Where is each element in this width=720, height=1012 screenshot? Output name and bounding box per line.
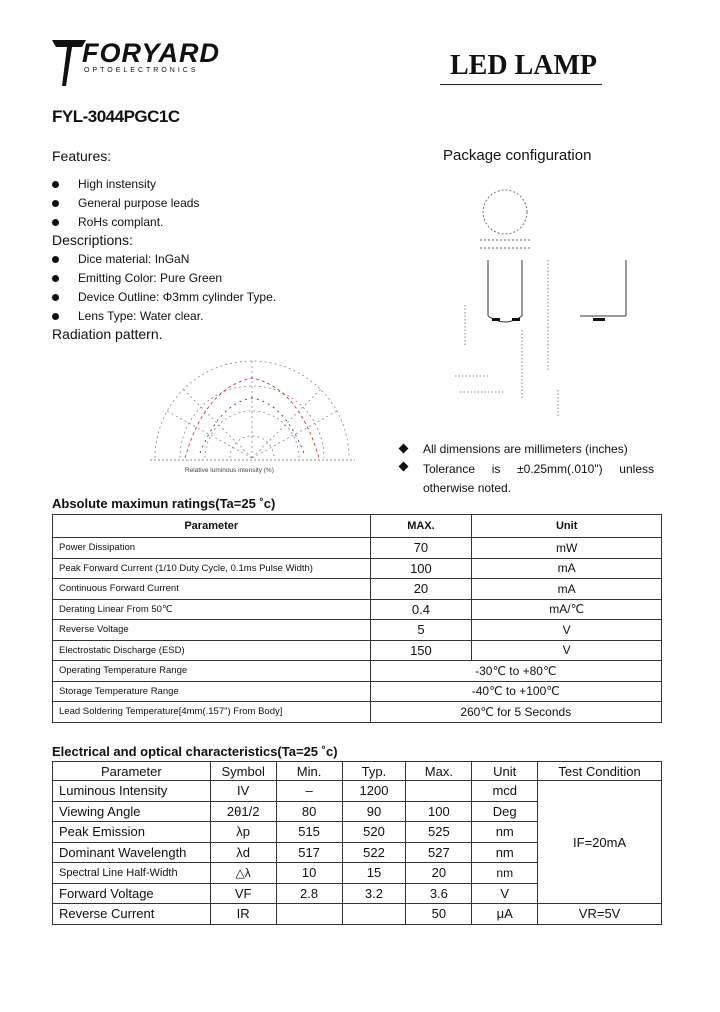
- column-header: Max.: [406, 762, 472, 781]
- table-row: Power Dissipation 70 mW: [53, 538, 662, 559]
- part-number: FYL-3044PGC1C: [52, 107, 180, 126]
- table-row: Electrostatic Discharge (ESD) 150 V: [53, 640, 662, 661]
- table-row: Luminous Intensity IV – 1200 mcd IF=20mA: [53, 781, 662, 802]
- table-row: Derating Linear From 50℃ 0.4 mA/℃: [53, 599, 662, 620]
- column-header: Parameter: [53, 515, 371, 538]
- brand-subtitle: OPTOELECTRONICS: [84, 67, 199, 74]
- diamond-bullet-icon: [399, 462, 409, 472]
- table-row: Viewing Angle 2θ1/2 80 90 100 Deg: [53, 801, 662, 822]
- column-header: Min.: [276, 762, 342, 781]
- abs-ratings-heading: Absolute maximun ratings(Ta=25 ˚c): [52, 496, 276, 511]
- package-note: All dimensions are millimeters (inches): [423, 442, 628, 456]
- table-row: Spectral Line Half-Width △λ 10 15 20 nm: [53, 863, 662, 884]
- document-title: LED LAMP: [450, 50, 597, 81]
- column-header: Unit: [472, 762, 538, 781]
- descriptions-heading: Descriptions:: [52, 232, 133, 248]
- table-row: Lead Soldering Temperature[4mm(.157") From Body] 260℃ for 5 Seconds: [53, 702, 662, 723]
- column-header: Typ.: [342, 762, 406, 781]
- eo-chars-table: [52, 761, 662, 925]
- description-item: Lens Type: Water clear.: [78, 309, 204, 323]
- table-row: Reverse Voltage 5 V: [53, 620, 662, 641]
- test-condition: IF=20mA: [538, 781, 662, 904]
- table-row: Operating Temperature Range -30℃ to +80℃: [53, 661, 662, 682]
- eo-chars-heading: Electrical and optical characteristics(Ta=25 ˚c): [52, 744, 338, 759]
- foryard-logo-icon: [52, 38, 86, 88]
- column-header: MAX.: [370, 515, 472, 538]
- brand-name: FORYARD: [82, 38, 221, 68]
- feature-item: General purpose leads: [78, 196, 200, 210]
- radiation-caption: Relative luminous intensity (%): [185, 467, 274, 474]
- package-note: Tolerance is ±0.25mm(.010") unless otherwise noted.: [423, 460, 654, 498]
- abs-ratings-table: [52, 514, 662, 723]
- features-heading: Features:: [52, 148, 112, 164]
- package-heading: Package configuration: [443, 147, 592, 164]
- table-row: Reverse Current IR 50 μA VR=5V: [53, 904, 662, 925]
- description-item: Dice material: InGaN: [78, 252, 190, 266]
- table-row: Dominant Wavelength λd 517 522 527 nm: [53, 842, 662, 863]
- column-header: Symbol: [210, 762, 276, 781]
- table-row: Forward Voltage VF 2.8 3.2 3.6 V: [53, 883, 662, 904]
- description-item: Device Outline: Φ3mm cylinder Type.: [78, 290, 277, 304]
- package-drawing: [450, 180, 640, 420]
- description-item: Emitting Color: Pure Green: [78, 271, 223, 285]
- feature-item: RoHs complant.: [78, 215, 164, 229]
- column-header: Unit: [472, 515, 662, 538]
- diamond-bullet-icon: [399, 444, 409, 454]
- column-header: Test Condition: [538, 762, 662, 781]
- test-condition: VR=5V: [538, 904, 662, 925]
- radiation-pattern-diagram: [145, 348, 360, 478]
- title-underline: [440, 84, 602, 85]
- table-row: Storage Temperature Range -40℃ to +100℃: [53, 681, 662, 702]
- column-header: Parameter: [53, 762, 211, 781]
- feature-item: High instensity: [78, 177, 157, 191]
- table-row: Peak Emission λp 515 520 525 nm: [53, 822, 662, 843]
- table-row: Peak Forward Current (1/10 Duty Cycle, 0.1ms Pulse Width) 100 mA: [53, 558, 662, 579]
- radiation-heading: Radiation pattern.: [52, 326, 163, 342]
- table-row: Continuous Forward Current 20 mA: [53, 579, 662, 600]
